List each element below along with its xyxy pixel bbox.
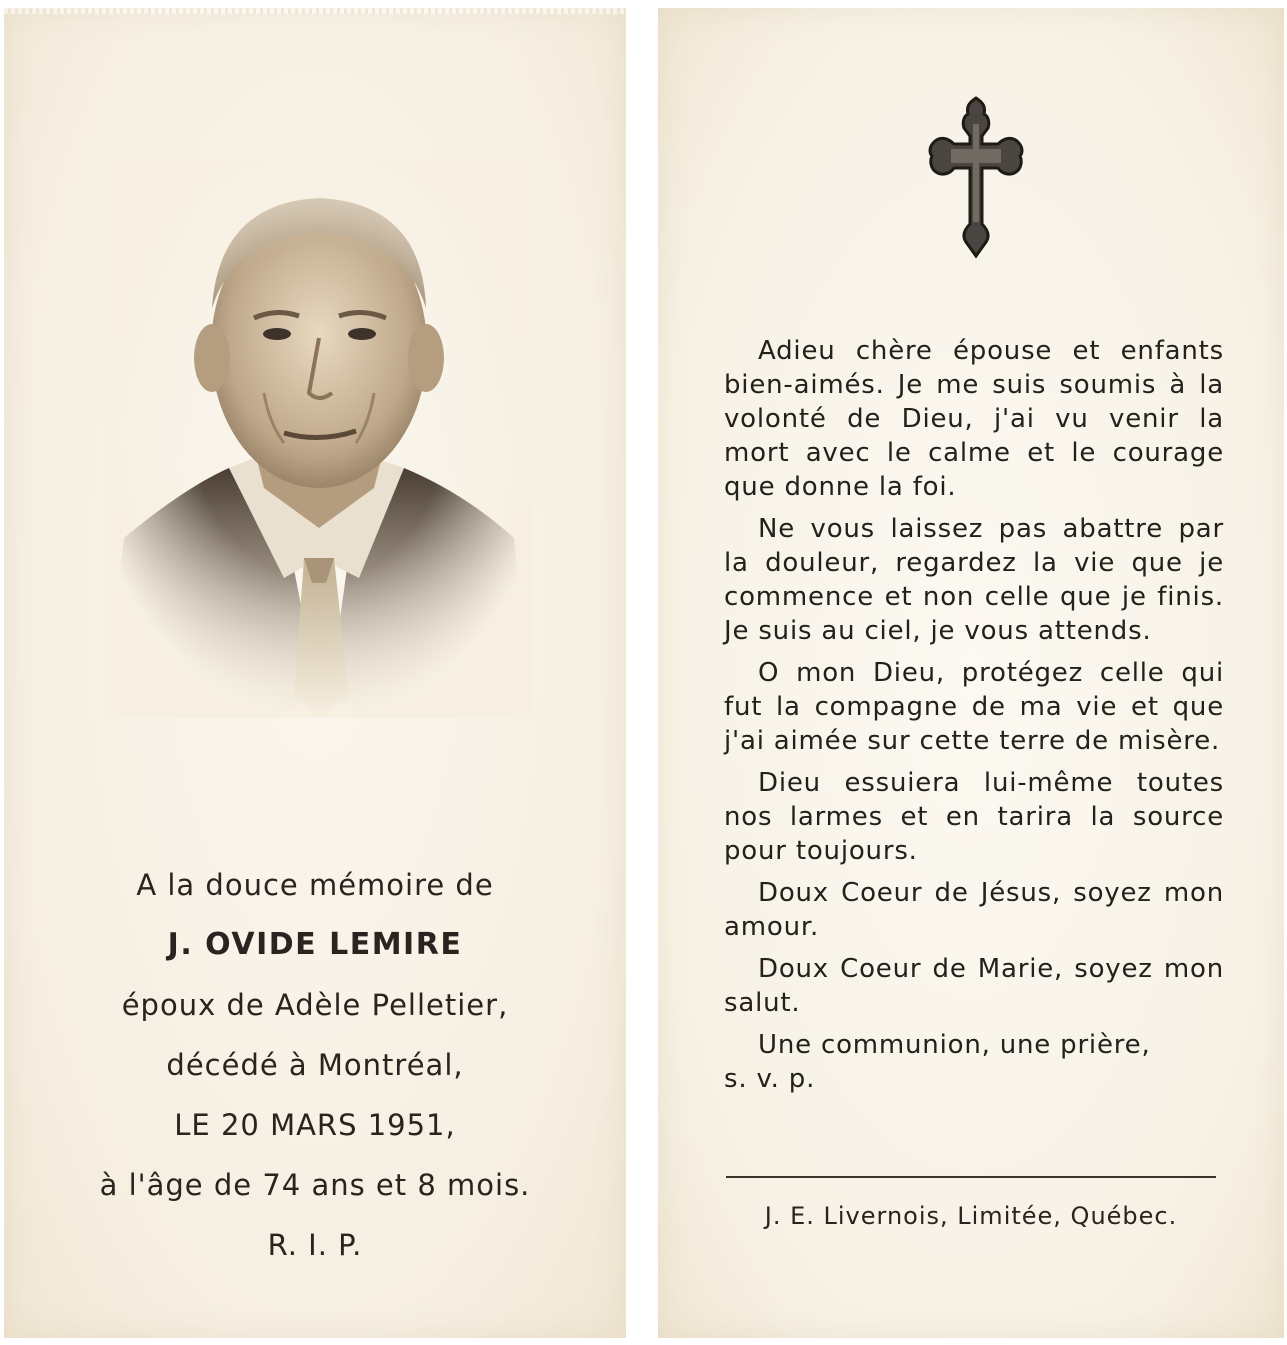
- prayer-paragraph: Doux Coeur de Marie, soyez mon salut.: [724, 954, 1224, 1018]
- memorial-intro: A la douce mémoire de: [136, 868, 494, 902]
- prayer-paragraph: O mon Dieu, protégez celle qui fut la compagne de ma vie et que j'ai aimée sur cette terre de misère.: [724, 658, 1224, 756]
- divider-rule: [726, 1176, 1216, 1178]
- prayer-request: Une communion, une prière,: [758, 1030, 1151, 1060]
- portrait-photo: [104, 158, 534, 718]
- prayer-paragraph: Adieu chère épouse et enfants bien-aimés. Je me suis soumis à la volonté de Dieu, j'ai vu venir la mort avec le calme et le courage que donne la foi.: [724, 336, 1224, 502]
- memorial-card-back: [658, 8, 1284, 1338]
- svp-text: s. v. p.: [724, 1064, 816, 1094]
- spouse-line: époux de Adèle Pelletier,: [121, 988, 509, 1022]
- prayer-paragraph: Dieu essuiera lui-même toutes nos larmes et en tarira la source pour toujours.: [724, 768, 1224, 866]
- farewell-prayer: [724, 334, 1224, 1104]
- cross-icon: [926, 94, 1026, 259]
- death-place: décédé à Montréal,: [166, 1048, 464, 1082]
- deceased-name: J. OVIDE LEMIRE: [167, 927, 463, 962]
- memorial-card-front: [4, 8, 626, 1338]
- rip-text: R. I. P.: [267, 1228, 363, 1262]
- prayer-paragraph: Ne vous laissez pas abattre par la douleur, regardez la vie que je commence et non celle que je finis. Je suis au ciel, je vous attends.: [724, 514, 1224, 646]
- memorial-text: [4, 860, 626, 1280]
- age-at-death: à l'âge de 74 ans et 8 mois.: [99, 1168, 531, 1202]
- death-date: LE 20 MARS 1951,: [174, 1108, 456, 1142]
- printer-imprint: J. E. Livernois, Limitée, Québec.: [764, 1202, 1178, 1230]
- prayer-paragraph: Doux Coeur de Jésus, soyez mon amour.: [724, 878, 1224, 942]
